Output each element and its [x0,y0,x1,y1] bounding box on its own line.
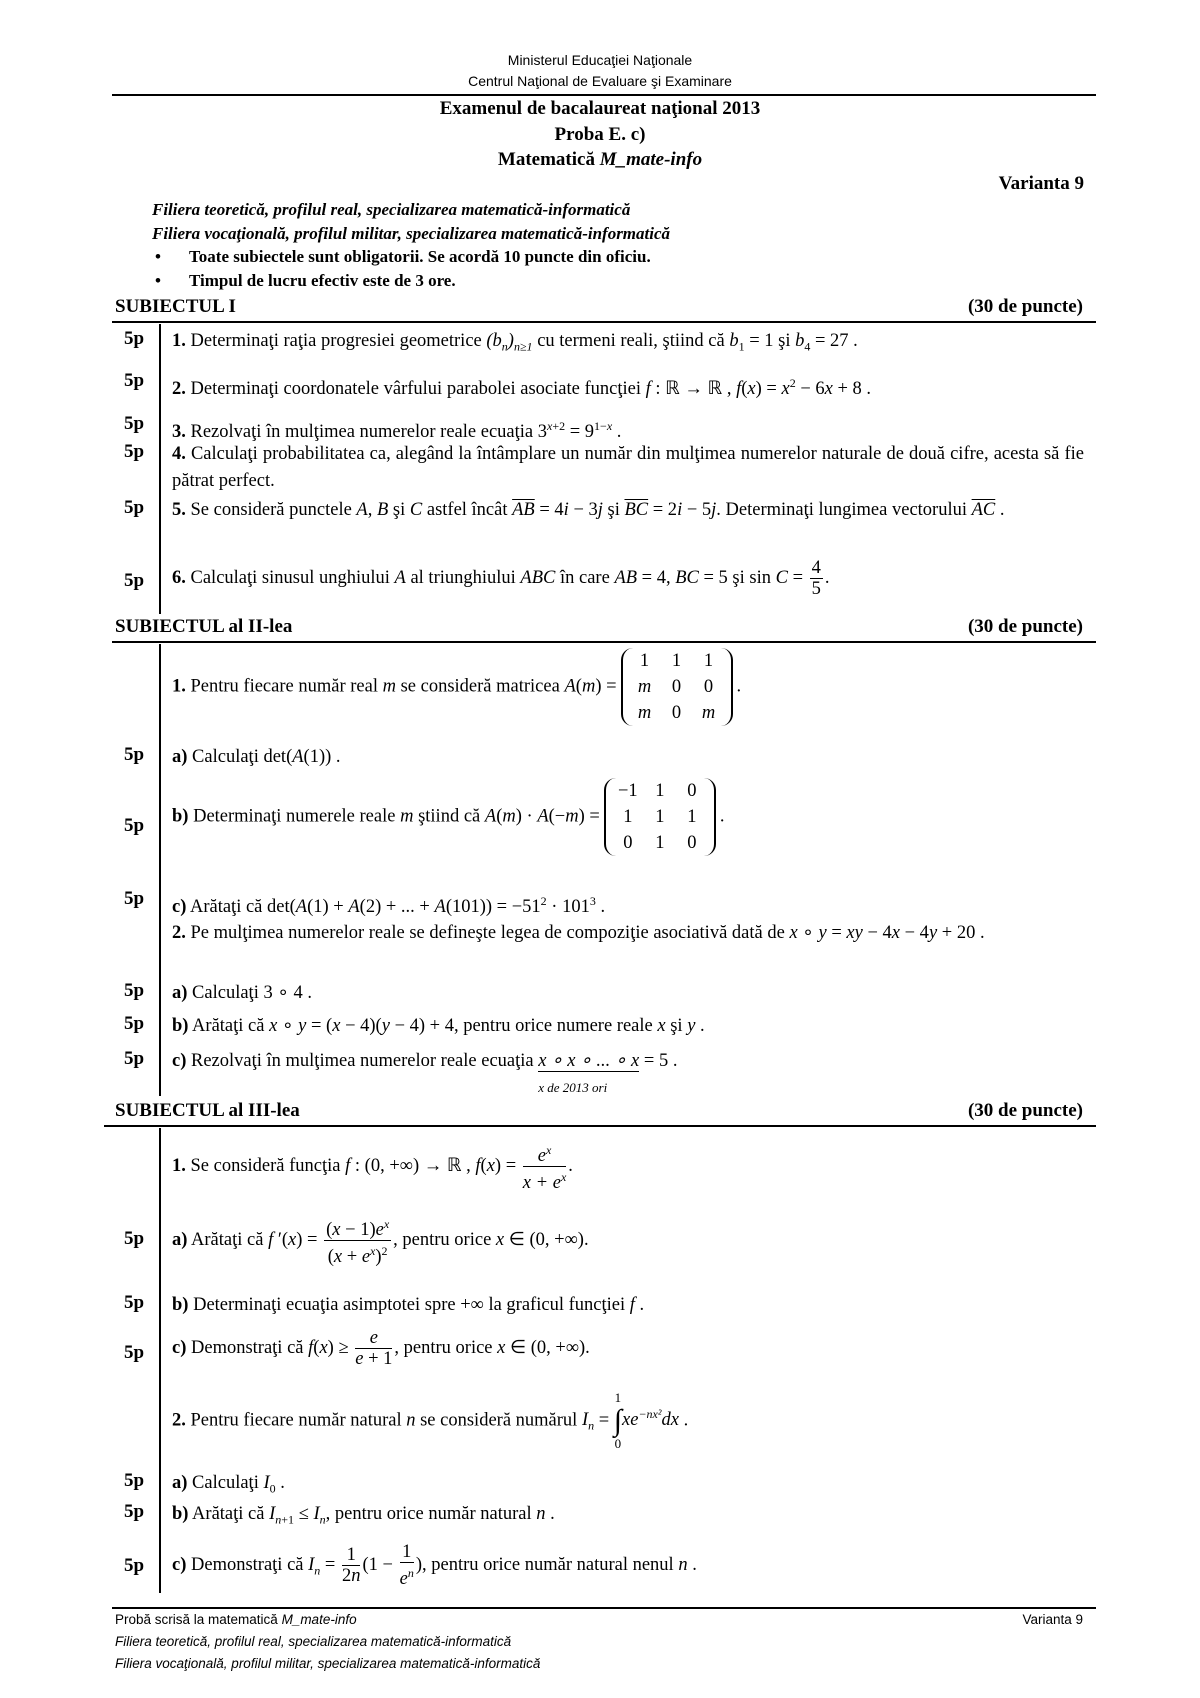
s2-item-1c: c) Arătaţi că det(A(1) + A(2) + ... + $A(101)) = -51^2 \cdot 101^3$ . [172,894,606,918]
s3-item-2a: a) Calculaţi $I_0$ . [172,1473,285,1496]
s2-item-1a: a) Calculaţi det(A(1)) . [172,747,341,767]
s3-problem-2: 2. Pentru fiecare număr natural n se consideră numărul $I_n$ = 1 ∫ 0 $xe^{-nx^2}dx$ . [172,1390,689,1451]
center-name: Centrul Naţional de Evaluare şi Examinare [468,73,732,89]
points-s3-2c: 5p [124,1555,145,1576]
variant-label: Varianta 9 [998,173,1084,194]
section-3-bar [159,1128,161,1593]
s3-item-1c: c) Demonstraţi că f(x) ≥ $\frac{e}{e + 1}$ , pentru orice x ∈ (0, +∞). [172,1328,590,1369]
section-3-points: (30 de puncte) [967,1100,1083,1121]
points-s3-1a: 5p [124,1228,145,1249]
points-s3-2a: 5p [124,1470,145,1491]
points-s2-2c: 5p [124,1048,145,1069]
s1-question-4: 4. Calculaţi probabilitatea ca, alegând la întâmplare un număr din mulţimea numerelor naturale de două cifre, acesta să fie pătrat perfect. [172,444,1084,491]
rule-bullet-1: • Toate subiectele sunt obligatorii. Se acordă 10 puncte din oficiu. [155,247,651,266]
s1-question-3: 3. Rezolvaţi în mulţimea numerelor reale ecuaţia $3^{x+2} = 9^{1-x}$ . [172,419,622,443]
points-s2-1b: 5p [124,815,145,836]
points-s3-1b: 5p [124,1292,145,1313]
rule-bullet-2: • Timpul de lucru efectiv este de 3 ore. [155,271,456,290]
points-s1-q2: 5p [124,370,145,391]
points-s3-2b: 5p [124,1501,145,1522]
points-s1-q3: 5p [124,413,145,434]
exam-title: Examenul de bacalaureat naţional 2013 [439,98,761,119]
section-2-rule [112,641,1096,643]
points-s1-q5: 5p [124,497,145,518]
s3-item-1a: a) Arătaţi că f ′(x) = $\frac{(x - 1)e^x}{(x + e^x)^2}$ , pentru orice x ∈ (0, +∞). [172,1214,1084,1267]
section-3-title: SUBIECTUL al III-lea [115,1100,300,1121]
points-s2-2a: 5p [124,980,145,1001]
section-1-rule [112,321,1096,323]
footer-rule [112,1607,1096,1609]
s2-item-2c: c) Rezolvaţi în mulţimea numerelor reale ecuaţia x ∘ x ∘ ... ∘ x x de 2013 ori = 5 . [172,1051,678,1095]
s2-item-2b: b) Arătaţi că x ∘ y = (x − 4)(y − 4) + 4, pentru orice numere reale x şi y . [172,1016,705,1036]
s3-problem-1: 1. Se consideră funcţia f : (0, +∞) → ℝ , f(x) = $\frac{e^x}{x + e^x}$ . [172,1140,1084,1193]
points-s3-1c: 5p [124,1342,145,1363]
section-1-points: (30 de puncte) [967,296,1083,317]
points-s2-2b: 5p [124,1013,145,1034]
points-s1-q4: 5p [124,441,145,462]
points-s2-1c: 5p [124,888,145,909]
filiera-line-1: Filiera teoretică, profilul real, specializarea matematică-informatică [152,200,631,219]
section-2-title: SUBIECTUL al II-lea [115,616,293,637]
s1-question-6: 6. Calculaţi sinusul unghiului A al triunghiului ABC în care AB = 4, BC = 5 şi sin C = $\frac{4}{5}$ . [172,558,830,599]
section-2-bar [159,644,161,1096]
s1-question-1: 1. Determinaţi raţia progresiei geometrice $(b_n)_{n\ge 1}$ cu termeni reali, ştiind că $b_1 = 1$ şi $b_4 = 27$ . [172,331,858,354]
subject-title: Matematică M_mate-info [497,149,703,170]
footer-variant: Varianta 9 [1022,1612,1083,1627]
s1-question-5: 5. Se consideră punctele A, B şi C astfel încât $\overline{AB} = 4i - 3j$ şi $\overline{BC} = 2i - 5j$. Determinaţi lungimea vectorului $\overline{AC}$ . [172,500,1005,520]
points-s1-q6: 5p [124,570,145,591]
s1-question-2: 2. Determinaţi coordonatele vârfului parabolei asociate funcţiei f : ℝ → ℝ , $f(x) = x^2 - 6x + 8$ . [172,376,872,400]
s2-problem-2: 2. Pe mulţimea numerelor reale se defineşte legea de compoziţie asociativă dată de x ∘ y = xy − 4x − 4y + 20 . [172,923,985,943]
s2-item-1b: b) Determinaţi numerele reale m ştiind că A(m) · A(−m) = −1 1 0 1 1 1 0 1 0 . [172,778,1084,856]
ministry-name: Ministerul Educaţiei Naţionale [507,52,693,68]
footer-line-3: Filiera vocaţională, profilul militar, specializarea matematică-informatică [115,1656,541,1671]
filiera-line-2: Filiera vocaţională, profilul militar, specializarea matematică-informatică [152,224,671,243]
s3-item-2c: c) Demonstraţi că $I_n$ = $\frac{1}{2n}$ (1 − $\frac{1}{e^n}$ ), pentru orice număr natural nenul n . [172,1542,697,1590]
section-2-points: (30 de puncte) [967,616,1083,637]
s3-item-1b: b) Determinaţi ecuaţia asimptotei spre +∞ la graficul funcţiei f . [172,1295,645,1315]
proba-title: Proba E. c) [554,124,646,145]
section-1-bar [159,324,161,614]
footer-line-1: Probă scrisă la matematică M_mate-info [115,1612,357,1627]
header-rule [112,94,1096,96]
section-1-title: SUBIECTUL I [115,296,236,317]
footer-line-2: Filiera teoretică, profilul real, specializarea matematică-informatică [115,1634,512,1649]
points-s1-q1: 5p [124,328,145,349]
s2-item-2a: a) Calculaţi 3 ∘ 4 . [172,983,313,1003]
points-s2-1a: 5p [124,744,145,765]
s3-item-2b: b) Arătaţi că $I_{n+1} \le I_n$, pentru orice număr natural n . [172,1504,555,1527]
s2-problem-1: 1. Pentru fiecare număr real m se consideră matricea A(m) = 1 1 1 m 0 0 m 0 m . [172,648,1084,726]
section-3-rule [104,1125,1096,1127]
